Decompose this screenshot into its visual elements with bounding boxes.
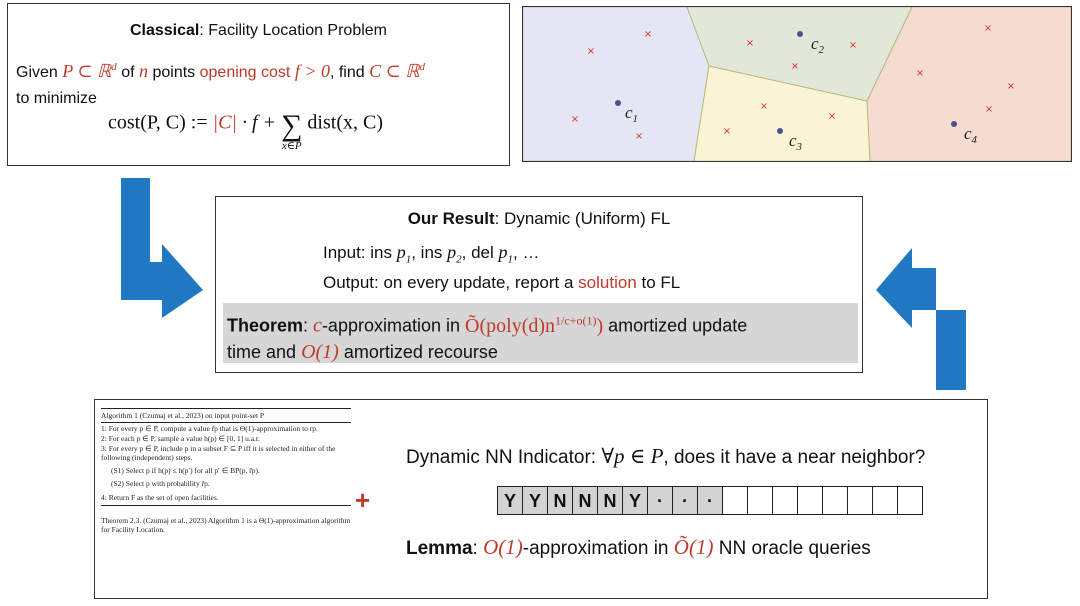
nn-cell: · — [697, 486, 723, 515]
svg-text:×: × — [745, 38, 755, 49]
svg-text:×: × — [586, 46, 596, 57]
algorithm-step: 3: For every p ∈ P, include p in a subset F ⊆ P iff it is selected in either of the following (independent) steps. — [101, 444, 336, 462]
theorem-block: Theorem: c-approximation in $Õ(poly(d)n^{1/c+o(1)})$ amortized update time and O(1) amortized recourse — [223, 303, 858, 363]
nn-cell: · — [647, 486, 673, 515]
svg-text:×: × — [790, 61, 800, 72]
algorithm-step: 2: For each p ∈ P, sample a value h(p) ∈ [0, 1] u.a.r. — [101, 434, 260, 443]
nn-cell — [847, 486, 873, 515]
classical-given: Given P ⊂ ℝ$^d$ of n points opening cost f > 0, find C ⊂ ℝ$^d$ to minimize — [16, 61, 425, 107]
svg-text:×: × — [722, 126, 732, 137]
svg-text:×: × — [827, 111, 837, 122]
svg-text:×: × — [634, 131, 644, 142]
lemma-text: Lemma: O(1)-approximation in Õ(1) NN oracle queries — [406, 535, 871, 559]
result-input: Input: ins $p_1$, ins $p_2$, del $p_1$, … — [323, 242, 540, 266]
bottom-box — [94, 399, 988, 599]
nn-cell: N — [547, 486, 573, 515]
svg-text:×: × — [570, 114, 580, 125]
nn-cell — [772, 486, 798, 515]
voronoi-diagram — [522, 6, 1072, 162]
algorithm-substep: (S1) Select p if h(p) ≤ h(p′) for all p′ ∈ BP(p, r̂p). — [111, 466, 260, 475]
svg-text:×: × — [759, 101, 769, 112]
nn-indicator-title: Dynamic NN Indicator: ∀p ∈ P, does it have a near neighbor? — [406, 444, 926, 468]
nn-cell: · — [672, 486, 698, 515]
region-c1 — [523, 7, 709, 161]
nn-cell: Y — [497, 486, 523, 515]
classical-title: Classical: Facility Location Problem — [129, 22, 388, 39]
left-down-right-arrow — [121, 178, 203, 318]
nn-cell: Y — [522, 486, 548, 515]
nn-cell — [722, 486, 748, 515]
nn-cell — [747, 486, 773, 515]
result-title: Our Result: Dynamic (Uniform) FL — [407, 209, 671, 228]
algorithm-step: 1: For every p ∈ P, compute a value r̂p that is Θ(1)-approximation to rp. — [101, 424, 318, 433]
center-label-c3: $c_3$ — [789, 131, 803, 153]
svg-text:×: × — [1006, 81, 1016, 92]
cost-formula: cost(P, C) := |C| · f + ∑ x∈P dist(x, C) — [108, 109, 383, 152]
result-output: Output: on every update, report a solution to FL — [323, 273, 681, 292]
algorithm-step: 4: Return F as the set of open facilities. — [101, 493, 219, 502]
svg-text:×: × — [984, 104, 994, 115]
nn-cell — [797, 486, 823, 515]
algorithm-header: Algorithm 1 (Czumaj et al., 2023) on input point-set P — [101, 408, 351, 423]
center-label-c2: $c_2$ — [811, 34, 825, 56]
plus-sign: + — [355, 485, 371, 515]
svg-text:×: × — [915, 68, 925, 79]
nn-indicator-array — [497, 486, 922, 515]
center-label-c4: $c_4$ — [964, 124, 978, 146]
result-box — [215, 196, 863, 373]
algorithm-substep: (S2) Select p with probability r̂p. — [111, 479, 210, 488]
center-label-c1: $c_1$ — [625, 103, 639, 125]
right-up-left-arrow — [876, 248, 966, 390]
nn-cell: Y — [622, 486, 648, 515]
svg-text:×: × — [848, 40, 858, 51]
nn-cell — [822, 486, 848, 515]
algorithm-excerpt — [101, 408, 351, 534]
nn-cell — [872, 486, 898, 515]
svg-text:×: × — [643, 29, 653, 40]
algorithm-theorem: Theorem 2.3. (Czumaj et al., 2023) Algorithm 1 is a Θ(1)-approximation algorithm for Facility Location. — [101, 516, 351, 534]
classical-box — [7, 3, 510, 166]
nn-cell: N — [572, 486, 598, 515]
svg-text:×: × — [983, 23, 993, 34]
nn-cell — [897, 486, 923, 515]
nn-cell: N — [597, 486, 623, 515]
